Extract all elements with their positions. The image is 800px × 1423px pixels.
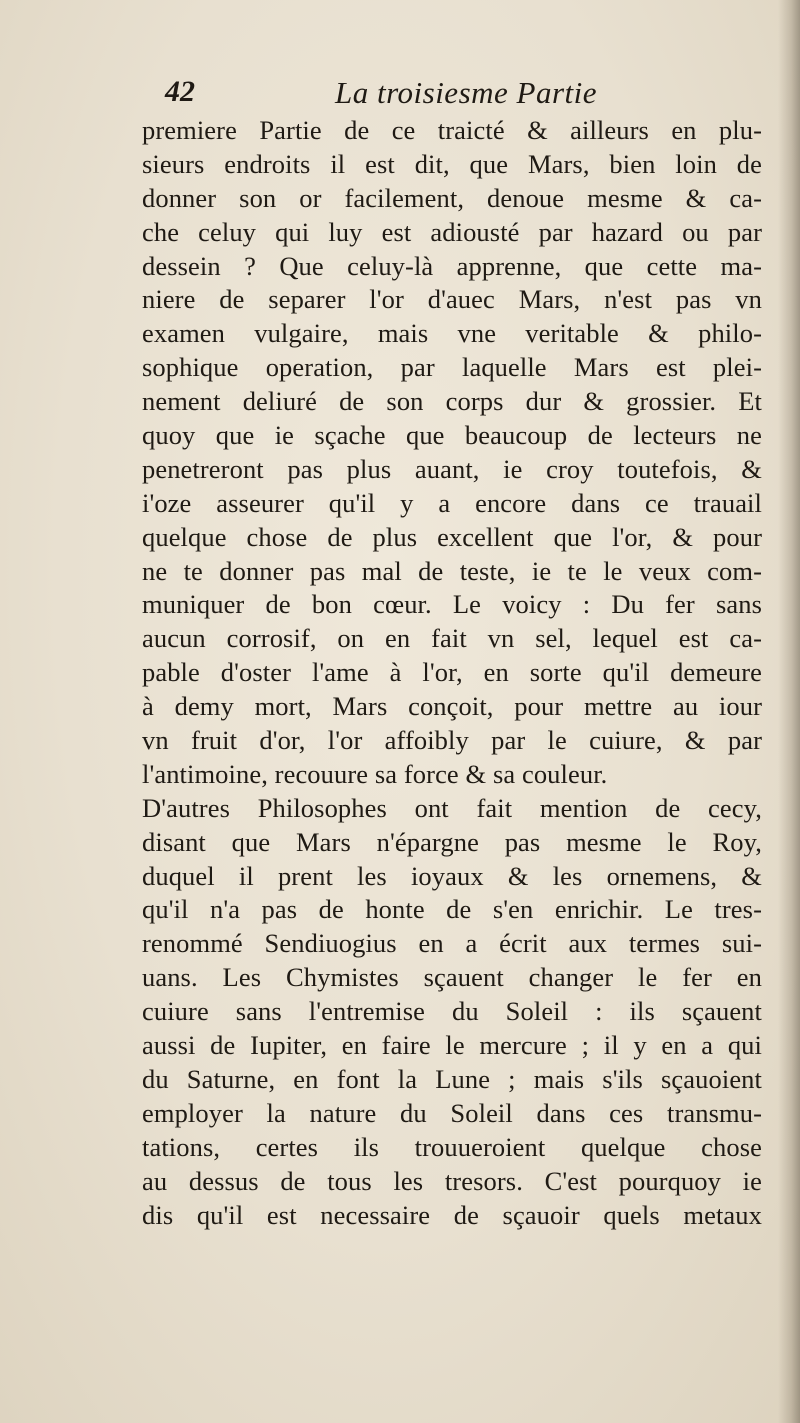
- text-line: pable d'oster l'ame à l'or, en sorte qu'il demeure: [142, 657, 762, 688]
- text-line: niere de separer l'or d'auec Mars, n'est pas vn: [142, 284, 762, 315]
- text-line: du Saturne, en font la Lune ; mais s'ils sçauoient: [142, 1063, 762, 1094]
- page-number: 42: [165, 75, 195, 108]
- text-line: tations, certes ils trouueroient quelque chose: [142, 1131, 762, 1162]
- text-line: à demy mort, Mars conçoit, pour mettre au iour: [142, 691, 762, 722]
- text-line: dis qu'il est necessaire de sçauoir quels metaux: [142, 1199, 762, 1230]
- text-line: qu'il n'a pas de honte de s'en enrichir. Le tres-: [142, 894, 762, 925]
- text-line: au dessus de tous les tresors. C'est pourquoy ie: [142, 1165, 762, 1196]
- text-line: i'oze asseurer qu'il y a encore dans ce trauail: [142, 487, 762, 518]
- text-line: uans. Les Chymistes sçauent changer le fer en: [142, 962, 762, 993]
- text-line: sieurs endroits il est dit, que Mars, bien loin de: [142, 148, 762, 179]
- running-head: [165, 75, 775, 115]
- binding-shadow: [778, 0, 800, 1423]
- text-line: premiere Partie de ce traicté & ailleurs en plu-: [142, 115, 762, 145]
- body-text: [142, 114, 762, 1232]
- text-line: donner son or facilement, denoue mesme & ca-: [142, 182, 762, 213]
- text-line: quelque chose de plus excellent que l'or, & pour: [142, 521, 762, 552]
- text-line: duquel il prent les ioyaux & les ornemens, &: [142, 860, 762, 891]
- text-line: examen vulgaire, mais vne veritable & philo-: [142, 318, 762, 349]
- text-line: aucun corrosif, on en fait vn sel, lequel est ca-: [142, 623, 762, 654]
- text-line: ne te donner pas mal de teste, ie te le veux com-: [142, 555, 762, 586]
- text-line: l'antimoine, recouure sa force & sa couleur.: [142, 758, 608, 789]
- text-line: cuiure sans l'entremise du Soleil : ils sçauent: [142, 996, 762, 1027]
- text-line: renommé Sendiuogius en a écrit aux termes sui-: [142, 928, 762, 959]
- text-line: muniquer de bon cœur. Le voicy : Du fer sans: [142, 589, 762, 620]
- text-line: aussi de Iupiter, en faire le mercure ; il y en a qui: [142, 1030, 762, 1061]
- text-line: dessein ? Que celuy-là apprenne, que cette ma-: [142, 250, 762, 281]
- text-line: sophique operation, par laquelle Mars est plei-: [142, 352, 762, 383]
- text-line: vn fruit d'or, l'or affoibly par le cuiure, & par: [142, 725, 762, 756]
- text-line: nement deliuré de son corps dur & grossier. Et: [142, 386, 762, 417]
- text-line: employer la nature du Soleil dans ces transmu-: [142, 1097, 762, 1128]
- text-line: quoy que ie sçache que beaucoup de lecteurs ne: [142, 420, 762, 451]
- running-title: La troisiesme Partie: [335, 75, 598, 110]
- text-line: disant que Mars n'épargne pas mesme le Roy,: [142, 826, 762, 857]
- text-line: penetreront pas plus auant, ie croy toutefois, &: [142, 453, 762, 484]
- text-line: che celuy qui luy est adiousté par hazard ou par: [142, 216, 762, 247]
- text-line: D'autres Philosophes ont fait mention de cecy,: [142, 792, 762, 823]
